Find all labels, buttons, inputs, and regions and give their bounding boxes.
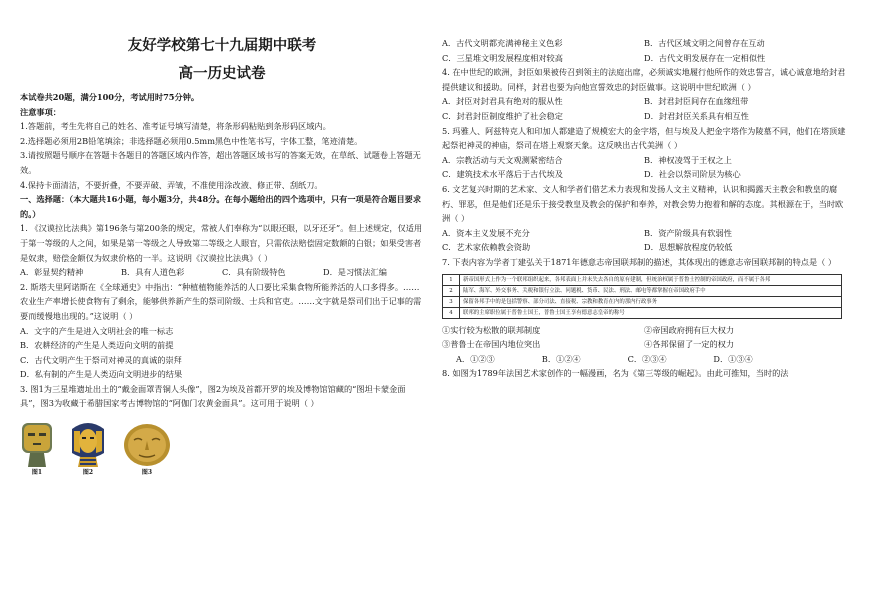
note-3: 3.请按照题号顺序在答题卡各题目的答题区域内作答，超出答题区域书写的答案无效，在草纸、试题卷上答题无效。 <box>20 150 421 175</box>
notes-heading: 注意事项： <box>20 106 61 117</box>
question-7-statements-row-2 <box>442 337 846 352</box>
left-column <box>20 0 424 477</box>
table-row <box>443 296 842 307</box>
exam-info: 本试卷共20题，满分100分，考试用时75分钟。 <box>20 92 200 102</box>
option: A．古代文明都充满神秘主义色彩 <box>442 38 563 48</box>
question-2-text: 2. 斯塔夫里阿诺斯在《全球通史》中指出：“种植植物能养活的人口要比采集食物所能养活的人口多得多。……农业生产率增长使食物有了剩余，能够供养新产生的祭司阶级、士兵和官吏。……文字就是祭司们出于记事的需要而缓慢地出现的。”这说明（ ） <box>20 281 422 321</box>
option: C．封君封臣制度维护了社会稳定 <box>442 110 563 121</box>
option: D．是习惯法汇编 <box>323 267 387 278</box>
table-cell-text: 新帝国形式上作为一个联邦组织起来，各邦表面上并未失去各自的原有建制，但统治权属于普鲁士控制的帝国政府，而不属于各邦 <box>460 274 842 285</box>
table-cell-text: 陆军、海军、外交事务、关税和银行立法、问题税、货币、民法、刑法、邮电等都掌握在帝国政府手中 <box>460 285 842 296</box>
note-4: 4.保持卡面清洁，不要折叠，不要弄破、弄皱，不准使用涂改液、修正带、刮纸刀。 <box>20 179 323 190</box>
option: A．封臣对封君具有绝对的服从性 <box>442 96 563 107</box>
question-8-text: 8. 如图为1789年法国艺术家创作的一幅漫画，名为《第三等级的崛起》。由此可推知，当时的法 <box>442 368 789 379</box>
table-cell-number: 4 <box>443 307 460 318</box>
option: A．文字的产生是进入文明社会的唯一标志 <box>20 325 174 336</box>
option: C．古代文明产生于祭司对神灵的真诚的崇拜 <box>20 354 182 365</box>
option: D．社会以祭司阶层为核心 <box>644 169 741 180</box>
table-cell-number: 3 <box>443 296 460 307</box>
table-row <box>443 307 842 318</box>
option: B．封君封臣间存在血缘纽带 <box>644 96 749 107</box>
note-1: 1.答题前，考生先将自己的姓名、准考证号填写清楚，将条形码粘贴到条形码区域内。 <box>20 121 331 132</box>
question-3-options-row-1 <box>442 36 846 51</box>
statement: ①实行较为松散的联邦制度 <box>442 324 541 335</box>
question-6-options-row-1 <box>442 226 846 241</box>
question-1-options <box>20 265 424 280</box>
question-7-statements-row-1 <box>442 323 846 338</box>
option: B．具有人道色彩 <box>121 267 185 278</box>
question-7-table <box>442 274 842 319</box>
option: A．①②③ <box>456 353 495 364</box>
question-3-options-row-2 <box>442 51 846 66</box>
golden-mask-image <box>68 419 108 469</box>
question-4-options-row-2 <box>442 109 846 124</box>
question-1-text: 1. 《汉谟拉比法典》第196条与第200条的规定，常被人们奉称为“以眼还眼，以牙还牙”。但上述规定，仅适用于第一等级的人之间，如果是第一等级之人导致第二等级之人眼盲，只需依法赔偿固定数额的白银；如果受害者是奴隶，赔偿金额仅为奴隶价格的一半。这说明《汉谟拉比法典》（ ） <box>20 223 423 263</box>
table-cell-number: 2 <box>443 285 460 296</box>
option: C．艺术家依赖教会资助 <box>442 242 531 253</box>
question-4-text: 4. 在中世纪的欧洲，封臣如果被传召到领主的法庭出席，必须诚实地履行他所作的效忠誓言，诚心诚意地给封君提供建议和援助。同样，封君也要为向他宣誓效忠的封臣做事。这说明中世纪欧洲（ ） <box>442 67 846 92</box>
question-3-figures <box>20 417 424 477</box>
table-row <box>443 274 842 285</box>
figure-2 <box>68 419 108 477</box>
option: B．古代区域文明之间曾存在互动 <box>644 38 765 48</box>
note-2: 2.选择题必须用2B铅笔填涂；非选择题必须用0.5mm黑色中性笔书写，字体工整，笔迹清楚。 <box>20 135 363 146</box>
option: C．三星堆文明发展程度相对较高 <box>442 52 563 63</box>
question-3-text: 3. 图1为三星堆遗址出土的“戴金面罩青铜人头像”，图2为埃及首都开罗的埃及博物馆馆藏的“图坦卡蒙金面具”，图3为收藏于希腊国家考古博物馆的“阿伽门农黄金面具”。这可用于说明（ ） <box>20 383 406 409</box>
option: B．农耕经济的产生是人类迈向文明的前提 <box>20 340 174 351</box>
option: D．封君封臣关系具有相互性 <box>644 110 749 121</box>
question-4-options-row-1 <box>442 94 846 109</box>
statement: ③普鲁士在帝国内地位突出 <box>442 339 541 350</box>
question-5-text: 5. 玛雅人、阿兹特克人和印加人都建造了规模宏大的金字塔，但与埃及人把金字塔作为陵墓不同，他们在塔顶建起祭祀神灵的神庙，祭司在塔上观察天象。这反映出古代美洲（ ） <box>442 125 846 151</box>
exam-subtitle: 高一历史试卷 <box>178 65 266 82</box>
question-5-options-row-1 <box>442 153 846 168</box>
option: D．私有制的产生是人类迈向文明进步的结果 <box>20 369 183 380</box>
exam-title: 友好学校第七十九届期中联考 <box>127 37 317 54</box>
option: A．宗教活动与天文观测紧密结合 <box>442 154 563 165</box>
statement: ②帝国政府拥有巨大权力 <box>644 324 735 335</box>
question-5-options-row-2 <box>442 167 846 182</box>
figure-caption: 图3 <box>141 469 153 477</box>
option: D．古代文明发展存在一定相似性 <box>644 52 766 63</box>
option: C．建筑技术水平落后于古代埃及 <box>442 169 563 180</box>
option: A．彰显契约精神 <box>20 267 84 278</box>
question-6-options-row-2 <box>442 240 846 255</box>
option: C．②③④ <box>627 353 667 364</box>
section-heading: 一、选择题：（本大题共16小题，每小题3分，共48分。在每小题给出的四个选项中，只有一项是符合题目要求的。） <box>20 194 422 219</box>
table-cell-number: 1 <box>443 274 460 285</box>
option: D．思想解放程度仍较低 <box>644 242 733 253</box>
figure-1 <box>20 421 54 477</box>
agamemnon-mask-image <box>122 423 172 469</box>
option: C．具有阶级特色 <box>222 267 286 278</box>
table-row <box>443 285 842 296</box>
option: D．①③④ <box>713 353 753 364</box>
figure-3 <box>122 423 172 477</box>
question-7-text: 7. 下表内容为学者丁建弘关于1871年德意志帝国联邦制的描述，其体现出的德意志帝国联邦制的特点是（ ） <box>442 256 837 267</box>
option: A．资本主义发展不充分 <box>442 227 530 238</box>
option: B．神权凌驾于王权之上 <box>644 154 732 165</box>
right-column <box>442 0 846 381</box>
option: B．①②④ <box>541 353 581 364</box>
option: B．资产阶级具有软弱性 <box>644 227 732 238</box>
table-cell-text: 保留各邦手中的是包括警察、部分司法、直接税、宗教和教育在内的那内行政事务 <box>460 296 842 307</box>
question-6-text: 6. 文艺复兴时期的艺术家、文人和学者们借艺术力表现和发扬人文主义精神，认识和揭露天主教会和教皇的腐朽、罪恶，但是他们还是乐于接受教皇及教会的保护和奉养，对教会势力抱着和解的态度。其根源在于，当时欧洲（ ） <box>442 183 844 224</box>
figure-caption: 图1 <box>31 469 43 477</box>
bronze-head-image <box>20 421 54 469</box>
statement: ④各邦保留了一定的权力 <box>644 339 735 350</box>
figure-caption: 图2 <box>82 469 94 477</box>
table-cell-text: 联邦的主席职位属于普鲁士国王，普鲁士国王享有德意志皇帝的称号 <box>460 307 842 318</box>
question-7-options <box>442 352 846 367</box>
